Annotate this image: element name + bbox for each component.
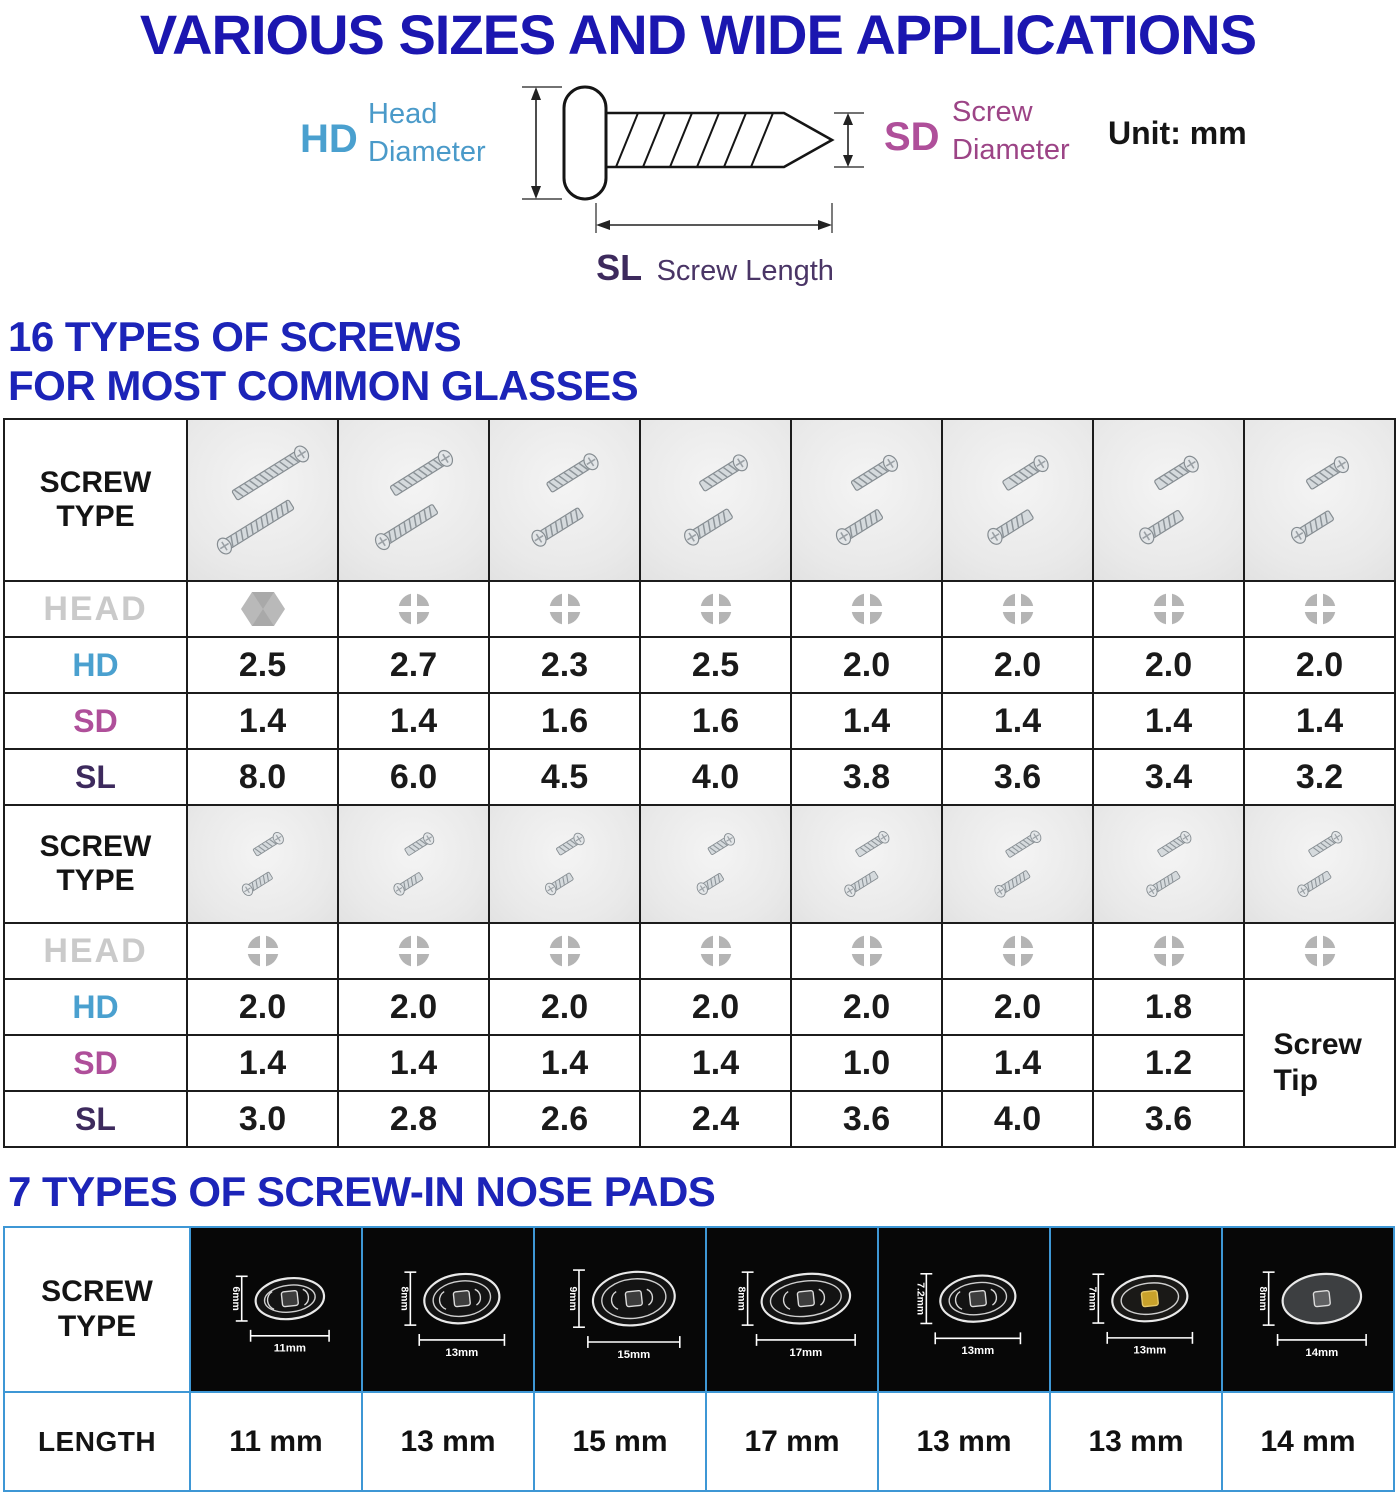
- nose-pad-cell: [534, 1227, 706, 1392]
- phillips-head-icon: [1302, 591, 1338, 627]
- screw-pair-photo: [641, 806, 790, 922]
- row-label-sl: SL: [4, 749, 187, 805]
- hd-value: 1.8: [1093, 979, 1244, 1035]
- screw-pair-photo: [641, 420, 790, 580]
- svg-text:15mm: 15mm: [617, 1349, 651, 1362]
- phillips-head-cell: [640, 923, 791, 979]
- hd-value: 2.0: [942, 637, 1093, 693]
- nose-pad-cell: [706, 1227, 878, 1392]
- hd-value: 2.0: [1244, 637, 1395, 693]
- screw-type-photo: [640, 805, 791, 923]
- screw-type-photo: [1093, 419, 1244, 581]
- sd-value: 1.6: [489, 693, 640, 749]
- row-label-sd: SD: [4, 1035, 187, 1091]
- length-value: 13 mm: [362, 1392, 534, 1491]
- length-value: 11 mm: [190, 1392, 362, 1491]
- sd-value: 1.4: [489, 1035, 640, 1091]
- sl-value: 6.0: [338, 749, 489, 805]
- phillips-head-icon: [1151, 933, 1187, 969]
- row-label-sd: SD: [4, 693, 187, 749]
- screw-pair-photo: [943, 420, 1092, 580]
- row-label-hd: HD: [4, 637, 187, 693]
- row-label-sl: SL: [4, 1091, 187, 1147]
- sd-value: 1.4: [187, 1035, 338, 1091]
- hex-head-icon: [240, 589, 286, 629]
- sd-value: 1.4: [187, 693, 338, 749]
- sl-value: 2.6: [489, 1091, 640, 1147]
- length-value: 15 mm: [534, 1392, 706, 1491]
- phillips-head-cell: [1093, 581, 1244, 637]
- nosepads-section-heading: [0, 1168, 1396, 1216]
- length-value: 17 mm: [706, 1392, 878, 1491]
- svg-text:13mm: 13mm: [445, 1347, 479, 1360]
- row-label-head: HEAD: [4, 581, 187, 637]
- hd-value: 2.0: [1093, 637, 1244, 693]
- hd-value: 2.5: [640, 637, 791, 693]
- screw-pair-photo: [1245, 806, 1394, 922]
- phillips-head-icon: [245, 933, 281, 969]
- nose-pad-cell: [362, 1227, 534, 1392]
- screw-pair-photo: [188, 806, 337, 922]
- svg-text:6mm: 6mm: [229, 1286, 241, 1312]
- sl-abbr-label: SL: [596, 247, 643, 289]
- svg-text:8mm: 8mm: [398, 1286, 410, 1312]
- nose-pad-photo: [363, 1228, 533, 1391]
- nose-pad-cell: [878, 1227, 1050, 1392]
- sd-value: 1.4: [791, 693, 942, 749]
- sl-value: 4.0: [942, 1091, 1093, 1147]
- nose-pad-photo: [879, 1228, 1049, 1391]
- sd-description: Screw Diameter: [952, 96, 1070, 167]
- screw-type-photo: [640, 419, 791, 581]
- screw-pair-photo: [339, 806, 488, 922]
- hd-value: 2.0: [187, 979, 338, 1035]
- phillips-head-cell: [640, 581, 791, 637]
- screw-pair-photo: [792, 420, 941, 580]
- phillips-head-cell: [338, 923, 489, 979]
- phillips-head-icon: [1302, 933, 1338, 969]
- svg-text:11mm: 11mm: [273, 1342, 306, 1355]
- screw-pair-photo: [943, 806, 1092, 922]
- sd-value: 1.2: [1093, 1035, 1244, 1091]
- screw-type-photo: [338, 805, 489, 923]
- sl-value: 3.0: [187, 1091, 338, 1147]
- nose-pads-table: [3, 1226, 1395, 1492]
- hd-value: 2.0: [489, 979, 640, 1035]
- nose-pad-photo: [707, 1228, 877, 1391]
- phillips-head-icon: [1151, 591, 1187, 627]
- length-value: 13 mm: [1050, 1392, 1222, 1491]
- sd-value: 1.0: [791, 1035, 942, 1091]
- hd-value: 2.7: [338, 637, 489, 693]
- phillips-head-cell: [338, 581, 489, 637]
- phillips-head-icon: [1000, 933, 1036, 969]
- phillips-head-cell: [489, 581, 640, 637]
- nose-pad-cell: [190, 1227, 362, 1392]
- sl-value: 3.2: [1244, 749, 1395, 805]
- sl-value: 4.0: [640, 749, 791, 805]
- row-label-length: LENGTH: [4, 1392, 190, 1491]
- hd-value: 2.0: [791, 637, 942, 693]
- screw-dimension-diagram: [0, 85, 1396, 297]
- nose-pad-photo: [1051, 1228, 1221, 1391]
- screw-pair-photo: [490, 806, 639, 922]
- length-value: 13 mm: [878, 1392, 1050, 1491]
- screw-pair-photo: [792, 806, 941, 922]
- nose-pad-photo: [191, 1228, 361, 1391]
- sl-value: 3.6: [1093, 1091, 1244, 1147]
- row-label-screw-type: SCREW TYPE: [4, 1227, 190, 1392]
- hd-value: 2.3: [489, 637, 640, 693]
- hd-description: Head Diameter: [368, 98, 486, 169]
- phillips-head-icon: [1000, 591, 1036, 627]
- hd-abbr-label: HD: [300, 117, 358, 162]
- svg-text:7mm: 7mm: [1086, 1286, 1098, 1312]
- phillips-head-cell: [1244, 581, 1395, 637]
- screw-type-photo: [187, 805, 338, 923]
- screw-type-photo: [489, 419, 640, 581]
- phillips-head-cell: [942, 923, 1093, 979]
- screw-type-photo: [489, 805, 640, 923]
- screws-section-heading: [0, 313, 1396, 410]
- hd-value: 2.0: [942, 979, 1093, 1035]
- screw-type-photo: [1244, 419, 1395, 581]
- screw-pair-photo: [1094, 806, 1243, 922]
- row-label-hd: HD: [4, 979, 187, 1035]
- phillips-head-icon: [849, 933, 885, 969]
- screw-pair-photo: [1094, 420, 1243, 580]
- sd-value: 1.4: [1244, 693, 1395, 749]
- screw-tip-cell: [1244, 979, 1395, 1147]
- svg-text:9mm: 9mm: [567, 1286, 579, 1312]
- svg-text:8mm: 8mm: [1256, 1286, 1268, 1312]
- screw-type-photo: [942, 805, 1093, 923]
- phillips-head-cell: [791, 923, 942, 979]
- phillips-head-icon: [396, 591, 432, 627]
- screw-type-photo: [791, 805, 942, 923]
- nose-pad-cell: [1222, 1227, 1394, 1392]
- sd-value: 1.4: [338, 693, 489, 749]
- sl-value: 8.0: [187, 749, 338, 805]
- phillips-head-icon: [547, 591, 583, 627]
- screw-pair-photo: [188, 420, 337, 580]
- phillips-head-icon: [698, 933, 734, 969]
- screw-drawing: [518, 85, 878, 245]
- hd-value: 2.0: [338, 979, 489, 1035]
- sd-abbr-label: SD: [884, 115, 940, 160]
- sd-value: 1.4: [640, 1035, 791, 1091]
- nose-pad-cell: [1050, 1227, 1222, 1392]
- screw-type-photo: [791, 419, 942, 581]
- phillips-head-cell: [1244, 923, 1395, 979]
- row-label-screw-type: SCREW TYPE: [4, 805, 187, 923]
- phillips-head-icon: [396, 933, 432, 969]
- phillips-head-icon: [547, 933, 583, 969]
- nose-pad-photo: [535, 1228, 705, 1391]
- sl-description: Screw Length: [656, 255, 834, 288]
- length-value: 14 mm: [1222, 1392, 1394, 1491]
- screw-sizes-table: [3, 418, 1396, 1148]
- phillips-head-cell: [791, 581, 942, 637]
- screw-pair-photo: [339, 420, 488, 580]
- screws-heading-line1: 16 TYPES OF SCREWS: [8, 313, 462, 361]
- page-title: VARIOUS SIZES AND WIDE APPLICATIONS: [139, 3, 1257, 66]
- svg-text:7.2mm: 7.2mm: [914, 1282, 926, 1316]
- sl-value: 3.4: [1093, 749, 1244, 805]
- sd-value: 1.4: [338, 1035, 489, 1091]
- phillips-head-icon: [849, 591, 885, 627]
- unit-label: Unit: mm: [1108, 115, 1247, 152]
- screw-pair-photo: [490, 420, 639, 580]
- svg-text:14mm: 14mm: [1305, 1347, 1339, 1360]
- phillips-head-cell: [187, 923, 338, 979]
- screw-type-photo: [1093, 805, 1244, 923]
- phillips-head-cell: [1093, 923, 1244, 979]
- screw-type-photo: [187, 419, 338, 581]
- screw-type-photo: [1244, 805, 1395, 923]
- sl-value: 4.5: [489, 749, 640, 805]
- hd-value: 2.0: [640, 979, 791, 1035]
- hex-head-cell: [187, 581, 338, 637]
- sd-value: 1.4: [1093, 693, 1244, 749]
- sd-value: 1.4: [942, 693, 1093, 749]
- phillips-head-icon: [698, 591, 734, 627]
- sd-value: 1.6: [640, 693, 791, 749]
- screw-type-photo: [338, 419, 489, 581]
- row-label-head: HEAD: [4, 923, 187, 979]
- phillips-head-cell: [942, 581, 1093, 637]
- hd-value: 2.5: [187, 637, 338, 693]
- row-label-screw-type: SCREW TYPE: [4, 419, 187, 581]
- sl-value: 2.8: [338, 1091, 489, 1147]
- screw-type-photo: [942, 419, 1093, 581]
- sl-value: 3.8: [791, 749, 942, 805]
- hd-value: 2.0: [791, 979, 942, 1035]
- sl-value: 3.6: [791, 1091, 942, 1147]
- screw-pair-photo: [1245, 420, 1394, 580]
- sl-value: 3.6: [942, 749, 1093, 805]
- sl-caption: [560, 247, 870, 289]
- svg-text:8mm: 8mm: [735, 1286, 747, 1312]
- svg-text:13mm: 13mm: [1133, 1345, 1167, 1358]
- sl-value: 2.4: [640, 1091, 791, 1147]
- svg-text:13mm: 13mm: [961, 1345, 995, 1358]
- phillips-head-cell: [489, 923, 640, 979]
- nose-pad-photo: [1223, 1228, 1393, 1391]
- svg-text:17mm: 17mm: [789, 1347, 823, 1360]
- screws-heading-line2: FOR MOST COMMON GLASSES: [8, 361, 639, 409]
- screw-tip-text: Screw Tip: [1273, 1028, 1362, 1098]
- sd-value: 1.4: [942, 1035, 1093, 1091]
- nosepads-heading: 7 TYPES OF SCREW-IN NOSE PADS: [8, 1168, 716, 1216]
